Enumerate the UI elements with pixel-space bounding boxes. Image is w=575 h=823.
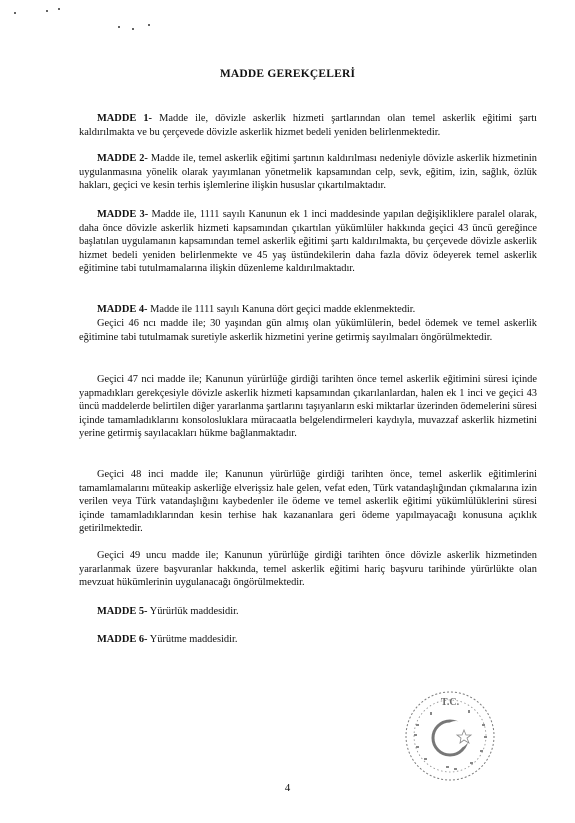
article-4-paragraph (79, 303, 537, 317)
article-1-label: MADDE 1- (97, 113, 153, 124)
article-3-label: MADDE 3- (97, 209, 149, 220)
scan-specks (14, 8, 174, 38)
article-6-paragraph (79, 633, 537, 647)
article-3-paragraph (79, 208, 537, 276)
provisional-48-paragraph: Geçici 48 inci madde ile; Kanunun yürürlüğe girdiği tarihten önce, temel askerlik eğitimlerini tamamlamalarını müteakip askerliğe elverişsiz hale gelen, vefat eden, Türk vatandaşlığından çıkmalarına izin verilen veya Türk vatandaşlığını kaybedenler ile ödeme ve temel askerlik eğitimi yükümlülüklerini süresi içinde tamamladıklarından kesin terhise hak kazananlara geri ödeme yapılmayacağı konusuna açıklık getirilmektedir. (79, 469, 537, 535)
article-1-paragraph (79, 112, 537, 139)
article-6-text: Yürütme maddesidir. (147, 634, 238, 645)
article-1-text: Madde ile, dövizle askerlik hizmeti şartlarından olan temel askerlik eğitimi şartı kaldırılmakta ve bu çerçevede dövizle askerlik hizmet bedeli yeniden belirlenmektedir. (79, 113, 537, 138)
provisional-47-paragraph: Geçici 47 nci madde ile; Kanunun yürürlüğe girdiği tarihten önce temel askerlik eğitimini süresi içinde yapmadıkları gerekçesiyle dövizle askerlik hizmeti kapsamından çıkarılanlardan, halen ek 1 inci ve geçici 43 üncü maddelerde belirtilen diğer yararlanma şartlarını taşıyanların eski miktarlar üzerinden ödemelerini süresi içinde tamamladıklarını konsolosluklara müracaatla belgelendirmeleri kaydıyla, muvazzaf askerlik hizmetini yerine getirmiş sayılacakları hükme bağlanmaktadır. (79, 374, 537, 440)
article-2-label: MADDE 2- (97, 153, 148, 164)
crescent-star-seal-icon (402, 688, 498, 784)
seal-text: T.C. (440, 697, 460, 708)
provisional-49-paragraph: Geçici 49 uncu madde ile; Kanunun yürürlüğe girdiği tarihten önce dövizle askerlik hizmetinden yararlanmak üzere başvuranlar hakkında, temel askerlik eğitimi hariç başvuru tarihinde yürürlükte olan mevzuat hükümlerinin uygulanacağı öngörülmektedir. (79, 550, 537, 589)
article-5-paragraph (79, 605, 537, 619)
article-4-text: Madde ile 1111 sayılı Kanuna dört geçici madde eklenmektedir. (147, 304, 416, 315)
article-2-paragraph (79, 152, 537, 193)
article-2-text: Madde ile, temel askerlik eğitimi şartının kaldırılması nedeniyle dövizle askerlik hizmetinin uygulanmasına yönelik olarak yayımlanan yönetmelik kapsamından celp, sevk, eğitim, izin, sağlık, özlük hakları, geçici ve kesin terhis işlemlerine ilişkin hususlar çıkartılmaktadır. (79, 153, 537, 192)
article-6-label: MADDE 6- (97, 634, 148, 645)
article-4-label: MADDE 4- (97, 304, 148, 315)
page-title: MADDE GEREKÇELERİ (219, 68, 356, 80)
article-5-label: MADDE 5- (97, 606, 148, 617)
article-3-text: Madde ile, 1111 sayılı Kanunun ek 1 inci maddesinde yapılan değişikliklere paralel olarak, daha önce dövizle askerlik hizmeti kapsamından çıkartılan yükümlüler hakkında geçici 43 üncü gereğince başlatılan uygulamanın kapsamından temel askerlik eğitimi şartı kaldırılmakta, bu çerçevede dövizle askerlik hizmet bedeli yeniden belirlenmekte ve 45 yaş üstündekilerin daha fazla döviz ödeyerek temel askerlik eğitimine tabi tutulmamalarına ilişkin düzenleme kaldırılmaktadır. (79, 209, 537, 275)
article-5-text: Yürürlük maddesidir. (147, 606, 239, 617)
provisional-46-paragraph: Geçici 46 ncı madde ile; 30 yaşından gün almış olan yükümlülerin, bedel ödemek ve temel askerlik eğitimine tabi tutulmamak suretiyle askerlik hizmetini yerine getirmiş sayılmaları öngörülmektedir. (79, 318, 537, 343)
page-number: 4 (284, 782, 291, 794)
